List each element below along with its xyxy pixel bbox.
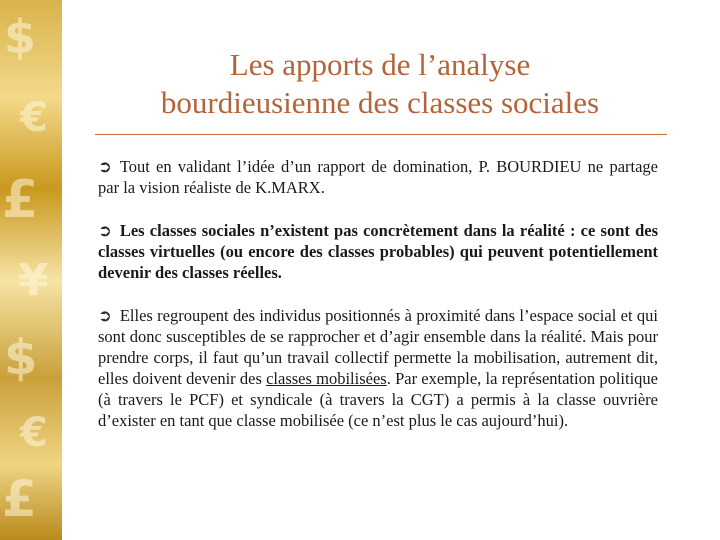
paragraph-3-text-end: . Par exemple, la représentation politique (à travers le PCF) et syndicale (à travers la CGT) a permis à la classe ouvrière d’exister en tant que classe mobilisée (ce n’est plus le cas aujourd’hui). — [98, 369, 658, 430]
paragraph-2-text: Les classes sociales n’existent pas concrètement dans la réalité : ce sont des classes virtuelles (ou encore des classes probables) qui peuvent potentiellement devenir des classes réelles. — [98, 221, 658, 282]
paragraph-1 — [98, 156, 658, 198]
paragraph-3-text-start: Elles regroupent des individus positionnés à proximité dans l’espace social et qui sont donc susceptibles de se rapprocher et d’agir ensemble dans la réalité. Mais pour prendre corps, il faut qu’un travail collectif permette la mobilisation, autrement dit, elles doivent devenir des — [98, 306, 658, 388]
slide-title — [90, 46, 670, 122]
currency-symbol-decoration: € — [20, 410, 48, 456]
circled-arrow-right-icon: ➲ — [98, 306, 112, 325]
circled-arrow-right-icon: ➲ — [98, 221, 112, 240]
paragraph-2 — [98, 220, 658, 283]
title-divider — [95, 134, 667, 135]
title-line-1: Les apports de l’analyse — [229, 47, 531, 82]
slide-body — [98, 156, 658, 453]
paragraph-3 — [98, 305, 658, 431]
paragraph-1-text: Tout en validant l’idée d’un rapport de domination, P. BOURDIEU ne partage par la vision réaliste de K.MARX. — [98, 157, 658, 197]
underlined-term: classes mobilisées — [266, 369, 387, 388]
decorative-currency-band — [0, 0, 62, 540]
title-line-2: bourdieusienne des classes sociales — [160, 85, 600, 120]
currency-symbol-decoration: £ — [2, 470, 37, 528]
currency-symbol-decoration: $ — [4, 10, 37, 64]
currency-symbol-decoration: € — [20, 95, 48, 141]
currency-symbol-decoration: $ — [4, 330, 38, 386]
circled-arrow-right-icon: ➲ — [98, 157, 112, 176]
currency-symbol-decoration: ¥ — [18, 255, 49, 306]
currency-symbol-decoration: £ — [2, 170, 39, 230]
